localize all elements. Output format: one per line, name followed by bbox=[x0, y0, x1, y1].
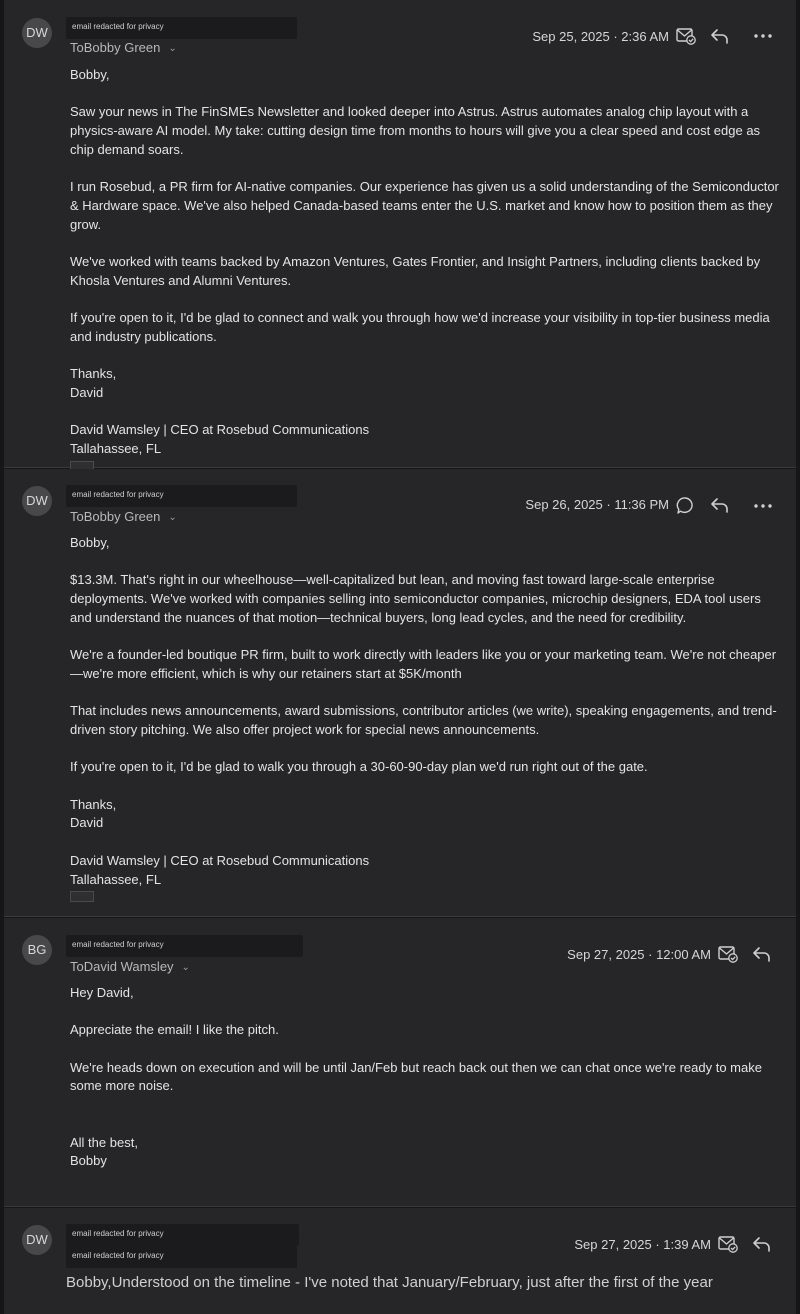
body-paragraph: That includes news announcements, award submissions, contributor articles (we write), speaking engagements, and trend-driven story pitching. We also offer project work for special news announcements. bbox=[70, 703, 777, 737]
body-paragraph: We've worked with teams backed by Amazon Ventures, Gates Frontier, and Insight Partners, including clients backed by Khosla Ventures and Alumni Ventures. bbox=[70, 253, 761, 288]
signature-line: David Wamsley | CEO at Rosebud Communications bbox=[70, 852, 370, 868]
body-line: Thanks, bbox=[70, 366, 117, 382]
body-line: Bobby bbox=[70, 1153, 107, 1169]
body-paragraph: If you're open to it, I'd be glad to walk you through a 30-60-90-day plan we'd run right out of the gate. bbox=[70, 759, 648, 775]
redacted-sender: email redacted for privacy bbox=[66, 1224, 299, 1246]
reply-icon[interactable] bbox=[710, 27, 730, 45]
signature-line: David Wamsley | CEO at Rosebud Communications bbox=[70, 422, 370, 438]
mail-check-icon[interactable] bbox=[718, 945, 738, 963]
recipient-label: ToBobby Green bbox=[70, 40, 161, 55]
recipient-label: ToDavid Wamsley bbox=[70, 959, 174, 974]
timestamp: Sep 26, 2025 · 11:36 PM bbox=[525, 497, 669, 512]
reply-icon[interactable] bbox=[752, 1235, 772, 1253]
avatar: DW bbox=[22, 18, 52, 48]
body-paragraph: $13.3M. That's right in our wheelhouse—well-capitalized but lean, and moving fast toward large-scale enterprise deployments. We've worked with companies selling into semiconductor companies, microchip designers, EDA tool users and understand the nuances of that motion—technical buyers, long lead cycles, and the need for credibility. bbox=[70, 572, 761, 625]
signature-line: Tallahassee, FL bbox=[70, 871, 162, 887]
body-paragraph: Saw your news in The FinSMEs Newsletter and looked deeper into Astrus. Astrus automates analog chip layout with a physics-aware AI model. My take: cutting design time from months to hours will give you a clear speed and cost edge as chip demand soars. bbox=[70, 104, 761, 157]
avatar: DW bbox=[22, 1225, 52, 1255]
more-icon[interactable] bbox=[754, 504, 772, 508]
chevron-down-icon[interactable]: ⌄ bbox=[168, 43, 177, 54]
chat-bubble-icon[interactable] bbox=[676, 496, 695, 515]
email-message[interactable] bbox=[4, 469, 796, 917]
recipient-line[interactable] bbox=[70, 509, 177, 524]
redacted-sender: email redacted for privacy bbox=[66, 17, 297, 39]
redacted-sender: email redacted for privacy bbox=[66, 935, 303, 957]
mail-check-icon[interactable] bbox=[676, 27, 696, 45]
mail-check-icon[interactable] bbox=[718, 1235, 738, 1253]
email-message[interactable] bbox=[4, 0, 796, 468]
message-preview[interactable]: Bobby,Understood on the timeline - I've noted that January/February, just after the first of the year bbox=[66, 1274, 713, 1291]
timestamp: Sep 27, 2025 · 12:00 AM bbox=[567, 947, 711, 962]
avatar: BG bbox=[22, 935, 52, 965]
email-body bbox=[70, 66, 782, 477]
body-line: Bobby, bbox=[70, 535, 110, 550]
body-line: David bbox=[70, 384, 104, 400]
body-line: David bbox=[70, 815, 104, 831]
body-paragraph: Appreciate the email! I like the pitch. bbox=[70, 1022, 279, 1038]
body-line: Hey David, bbox=[70, 985, 134, 1000]
more-icon[interactable] bbox=[754, 34, 772, 38]
body-line: Bobby, bbox=[70, 67, 110, 82]
recipient-label: ToBobby Green bbox=[70, 509, 161, 524]
signature-image bbox=[70, 891, 94, 902]
signature-line: Tallahassee, FL bbox=[70, 440, 162, 456]
timestamp: Sep 25, 2025 · 2:36 AM bbox=[532, 29, 669, 44]
redacted-recipient: email redacted for privacy bbox=[66, 1246, 297, 1268]
body-paragraph: I run Rosebud, a PR firm for AI-native companies. Our experience has given us a solid understanding of the Semiconductor & Hardware space. We've also helped Canada-based teams enter the U.S. market and know how to position them as they grow. bbox=[70, 179, 779, 232]
email-body bbox=[70, 984, 782, 1171]
chevron-down-icon[interactable]: ⌄ bbox=[168, 512, 177, 523]
redacted-sender: email redacted for privacy bbox=[66, 485, 297, 507]
reply-icon[interactable] bbox=[710, 496, 730, 514]
avatar: DW bbox=[22, 486, 52, 516]
email-message[interactable] bbox=[4, 918, 796, 1207]
body-line: All the best, bbox=[70, 1134, 138, 1150]
body-line: Thanks, bbox=[70, 796, 117, 812]
recipient-line[interactable] bbox=[70, 40, 177, 55]
recipient-line[interactable] bbox=[70, 959, 190, 974]
body-paragraph: If you're open to it, I'd be glad to connect and walk you through how we'd increase your visibility in top-tier business media and industry publications. bbox=[70, 310, 770, 344]
email-body bbox=[70, 534, 782, 908]
reply-icon[interactable] bbox=[752, 945, 772, 963]
timestamp: Sep 27, 2025 · 1:39 AM bbox=[574, 1237, 711, 1252]
body-paragraph: We're a founder-led boutique PR firm, built to work directly with leaders like you or your marketing team. We're not cheaper—we're more efficient, which is why our retainers start at $5K/month bbox=[70, 647, 777, 681]
body-paragraph: We're heads down on execution and will be until Jan/Feb but reach back out then we can chat once we're ready to make some more noise. bbox=[70, 1059, 762, 1094]
email-message-collapsed[interactable] bbox=[4, 1208, 796, 1314]
chevron-down-icon[interactable]: ⌄ bbox=[181, 962, 190, 973]
